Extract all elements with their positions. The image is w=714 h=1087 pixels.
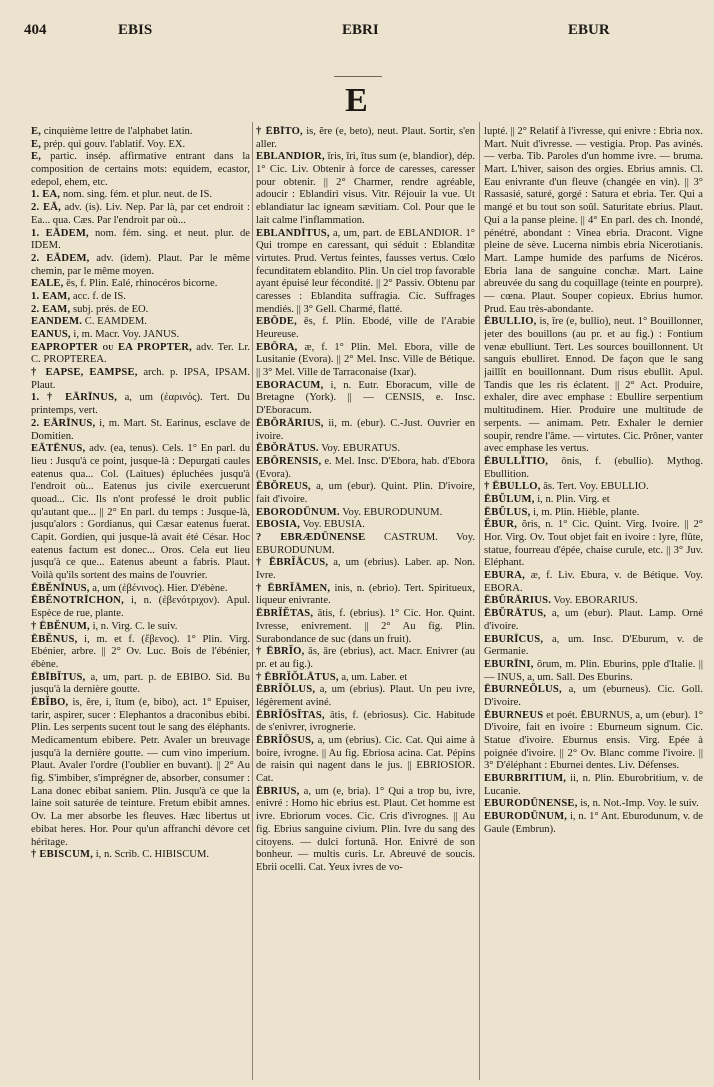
dictionary-entry [484, 773, 703, 798]
entry-definition: a, um (ἐβένινος). Hier. D'ébène. [92, 582, 228, 594]
entry-definition: ātis, f. (ebriosus). Cic. Habitude de s'enivrer, ivrognerie. [256, 709, 475, 734]
dictionary-entry [256, 342, 475, 380]
entry-headword: ĒBURNEUS [484, 709, 544, 721]
dictionary-entry [484, 456, 703, 481]
dictionary-entry [31, 418, 250, 443]
dictionary-entry [484, 316, 703, 456]
entry-definition: a, um. Insc. D'Eburum, v. de Germanie. [484, 633, 703, 658]
entry-headword: EBURĪCUS, [484, 633, 544, 645]
dictionary-entry [484, 634, 703, 659]
dictionary-entry [31, 151, 250, 189]
dictionary-entry [31, 367, 250, 392]
entry-definition: īris, īri, ītus sum (e, blandior), dép. 1° Cic. Liv. Obtenir à force de caresses, caresser pour obtenir. || 2° Charmer, rendre agréable, adoucir : Eblandiri visus. Vitr. Réjouir la vue. Ut eblandiatur lac igneam sævitiam. Col. Pour que le lait calme l'inflammation. [256, 151, 475, 226]
dictionary-entry [256, 316, 475, 341]
page-number: 404 [24, 22, 47, 38]
dictionary-entry [31, 126, 250, 139]
dictionary-entry [31, 304, 250, 317]
entry-definition: ēs, f. Plin. Ebodé, ville de l'Arabie Heureuse. [256, 316, 475, 340]
entry-definition: a, um, part. p. de EBIBO. Sid. Bu jusqu'à la dernière goutte. [31, 671, 250, 696]
entry-headword: ĒBURNEŎLUS, [484, 684, 562, 696]
entry-definition: adv. (ea, tenus). Cels. 1° En parl. du lieu : Jusqu'à ce point, jusque-là : Depurgati caules eatenus qua... Col. (Laitues) épluchées jusqu'à l'endroit où... Eatenus jus civile exercuerunt quoad... Cic. Ils n'ont professé le droit public qu'autant que... || 2° En parl. du temps : Jusque-là, jusqu'alors : Gordianus, qui Cæsar eatenus fuerat. Capit. Gordien, qui jusque-là avait été César. Hoc eatenus factum est donec... Oros. Cela eut lieu jusqu'à ce que... Eatenus abeunt a fabris. Plaut. Voilà qu'ils sortent des mains de l'ouvrier. [31, 443, 250, 582]
entry-definition: e. Mel. Insc. D'Ebora, hab. d'Ebora (Evora). [256, 455, 475, 480]
entry-headword: ĒBĔNOTRĪCHON, [31, 595, 124, 607]
dictionary-entry [256, 735, 475, 786]
entry-headword: EBURA, [484, 570, 525, 582]
entry-definition: ōnis, f. (ebullio). Mythog. Ebullition. [484, 455, 703, 480]
dictionary-entry [256, 443, 475, 456]
entry-definition: a, um (ebrius). Plaut. Un peu ivre, légèrement aviné. [256, 684, 475, 708]
dictionary-entry [256, 646, 475, 671]
entry-definition: i, m. Mart. St. Earinus, esclave de Domitien. [31, 417, 250, 442]
entry-headword: ĒBRĬĔTAS, [256, 608, 314, 620]
entry-headword: 1. EAM, [31, 290, 71, 302]
entry-headword: EBŌDE, [256, 316, 297, 328]
entry-headword: 1. EA, [31, 189, 61, 201]
entry-headword: EBOSIA, [256, 519, 301, 531]
entry-definition: arch. p. IPSA, IPSAM. Plaut. [31, 367, 250, 391]
entry-definition: lupté. || 2° Relatif à l'ivresse, qui enivre : Ebria nox. Mart. Nuit d'ivresse. — vestigia. Prop. Pas avinés. — verba. Tib. Paroles d'un homme ivre. — bruma. Mart. L'hiver, saison des orgies. Ebrius amnis. Cl. Eau enivrante d'un fleuve (changée en vin). || 3° Rassasié, saturé, gorgé : Satura et ebria. Ter. Qui a mangé et bu tout son soûl. Saturitate ebrius. Plaut. Qui a la panse pleine. || 4° En parl. des ch. Inondé, pénétré, abondant : Vinea ebria. Dracont. Vigne pleine de sève. Lucerna nimbis ebria Nicerotianis. Mart. Lampe humide des parfums de Nicéros. Ebria lana de sanguine conchæ. Mart. Laine abreuvée du sang du coquillage (teinte en pourpre). — cœna. Plaut. Souper copieux. Ebrius humor. Prud. Eau très-abondante. [484, 126, 703, 315]
entry-headword: EANDEM. [31, 316, 83, 328]
entry-definition: Voy. EBURATUS. [321, 443, 401, 455]
entry-headword: ĒBŬLUS, [484, 506, 531, 518]
entry-headword: † EBISCUM, [31, 849, 94, 861]
entry-definition: i, n. Virg. C. le suiv. [92, 620, 178, 632]
entry-headword: ĒBRĬŌSUS, [256, 735, 315, 746]
entry-definition: Voy. EBUSIA. [302, 519, 365, 531]
entry-definition: prép. qui gouv. l'ablatif. Voy. EX. [43, 138, 186, 150]
entry-definition: ii, m. (ebur). C.-Just. Ouvrier en ivoire. [256, 417, 475, 442]
dictionary-entry [256, 481, 475, 506]
entry-definition: ii, n. Plin. Eburobritium, v. de Lucanie. [484, 773, 703, 797]
entry-headword: 1. † EĀRĪNUS, [31, 392, 118, 404]
dictionary-entry [484, 519, 703, 570]
dictionary-entry [31, 291, 250, 304]
dictionary-entry [31, 329, 250, 342]
dictionary-entry [31, 342, 250, 367]
entry-headword: EALE, [31, 278, 64, 290]
entry-headword: EBORODŪNUM. [256, 506, 340, 518]
entry-definition: adv. (idem). Plaut. Par le même chemin, par le même moyen. [31, 252, 250, 277]
entry-headword: EBURODŪNUM, [484, 811, 568, 823]
entry-headword: ? EBRÆDŪNENSE [256, 532, 366, 543]
dictionary-entry [484, 570, 703, 595]
right-guide-word: EBUR [568, 22, 610, 38]
dictionary-entry [31, 443, 250, 583]
dictionary-entry [31, 253, 250, 278]
entry-definition: æ, f. Liv. Ebura, v. de Bétique. Voy. EBORA. [484, 570, 703, 594]
dictionary-entry [256, 608, 475, 646]
entry-definition: Voy. EBORARIUS. [553, 595, 638, 607]
entry-definition: i, m. Plin. Hièble, plante. [533, 506, 640, 518]
dictionary-entry [31, 634, 250, 672]
entry-headword: ĒBŬRĀRIUS. [484, 595, 552, 607]
column-2 [256, 126, 475, 1076]
entry-definition: i, n. (ἐβενότριχον). Apul. Espèce de rue, plante. [31, 595, 250, 620]
entry-headword: ĒBŎREUS, [256, 481, 311, 493]
entry-definition: a, um. Laber. et [341, 671, 408, 683]
dictionary-entry [484, 126, 703, 316]
dictionary-entry [256, 126, 475, 151]
entry-definition: partic. insép. affirmative entrant dans la composition de certains mots: equidem, ecastor, edepol, ehem, etc. [31, 151, 250, 188]
entry-headword: † ĒBĔNUM, [31, 620, 90, 632]
entry-headword: ĒBŎRĀRIUS, [256, 417, 324, 429]
entry-definition: i, m. et f. (ἔβενος). 1° Plin. Virg. Ebénier, arbre. || 2° Ov. Luc. Bois de l'ébénier, ébène. [31, 633, 250, 670]
entry-headword: 2. EĀDEM, [31, 252, 90, 264]
entry-headword: EBLANDIOR, [256, 151, 325, 163]
entry-headword: † ĒBRĬŎLĀTUS, [256, 671, 339, 683]
entry-definition: is, ĕre (e, beto), neut. Plaut. Sortir, s'en aller. [256, 126, 475, 150]
entry-definition: a, um, part. de EBLANDIOR. 1° Qui trompe en caressant, qui séduit : Eblanditæ virtutes. Prud. Vertus feintes, fausses vertus. Cœlo fecunditatem eblandito. Plin. Un ciel trop favorable ayant épuisé leur fécondité. || 2° Passiv. Obtenu par caresses : Eblandita suffragia. Cic. Suffrages mendiés. || 3° Gell. Charmé, flatté. [256, 227, 475, 315]
dictionary-entry [484, 710, 703, 773]
dictionary-entry [484, 798, 703, 811]
entry-headword: † EAPSE, EAMPSE, [31, 367, 138, 379]
dictionary-entry [256, 507, 475, 520]
entry-definition: ās, āre (ebrius), act. Macr. Enivrer (au pr. et au fig.). [256, 646, 475, 670]
entry-definition: ŏris, n. 1° Cic. Quint. Virg. Ivoire. || 2° Hor. Virg. Ov. Tout objet fait en ivoire : lyre, flûte, statue, fourreau d'épée, chaise curule, etc. || 3° Juv. Eléphant. [484, 519, 703, 569]
entry-headword: EAPROPTER ou EA PROPTER, [31, 341, 192, 353]
entry-headword: EBLANDĪTUS, [256, 227, 330, 239]
dictionary-entry [31, 392, 250, 417]
entry-definition: adv. Ter. Lr. C. PROPTEREA. [31, 341, 250, 366]
entry-headword: † ĒBRĬO, [256, 646, 305, 658]
entry-definition: subj. prés. de EO. [73, 303, 149, 315]
dictionary-entry [31, 228, 250, 253]
entry-definition: i, n. 1° Ant. Eburodunum, v. de Gaule (Embrun). [484, 811, 703, 835]
entry-headword: EANUS, [31, 329, 71, 340]
dictionary-entry [31, 697, 250, 849]
left-guide-word: EBIS [118, 22, 153, 38]
entry-headword: ĒBĬBO, [31, 696, 69, 708]
entry-headword: † ĒBRĬĀCUS, [256, 557, 329, 569]
entry-headword: ĒBRĬŎLUS, [256, 684, 316, 696]
entry-headword: EBURODŪNENSE, [484, 798, 578, 810]
entry-headword: ĒBULLĪTIO, [484, 455, 549, 467]
dictionary-entry [484, 684, 703, 709]
entry-headword: E, [31, 126, 42, 137]
dictionary-entry [484, 811, 703, 836]
dictionary-entry [484, 481, 703, 494]
column-1 [31, 126, 250, 1076]
entry-headword: ĒBŬLUM, [484, 493, 535, 505]
entry-headword: ĒBRIUS, [256, 785, 300, 797]
dictionary-entry [31, 583, 250, 596]
entry-definition: i, n. Plin. Virg. et [537, 493, 610, 505]
dictionary-entry [256, 786, 475, 875]
dictionary-entry [256, 672, 475, 685]
dictionary-entry [256, 532, 475, 557]
dictionary-entry [256, 583, 475, 608]
entry-definition: acc. f. de IS. [73, 290, 126, 302]
column-separator [252, 122, 253, 1080]
entry-headword: ĒBĪBĬTUS, [31, 671, 86, 683]
entry-headword: † ĒBĪTO, [256, 126, 303, 137]
entry-definition: adv. (is). Liv. Nep. Par là, par cet endroit : Ea... qua. Cæs. Par l'endroit par où... [31, 202, 250, 226]
entry-headword: ĒBŬRĀTUS, [484, 608, 547, 620]
entry-headword: ĒBRĬŌSĬTAS, [256, 709, 325, 721]
entry-definition: Voy. EBURODUNUM. [342, 506, 443, 518]
entry-headword: EBURBRITIUM, [484, 773, 567, 785]
dictionary-entry [256, 151, 475, 227]
dictionary-entry [484, 608, 703, 633]
entry-definition: nom. fém. sing. et neut. plur. de IDEM. [31, 227, 250, 252]
dictionary-entry [256, 228, 475, 317]
entry-headword: ĒBULLIO, [484, 316, 537, 328]
dictionary-entry [31, 672, 250, 697]
entry-definition: nom. sing. fém. et plur. neut. de IS. [62, 189, 213, 201]
entry-headword: 1. EĀDEM, [31, 227, 89, 239]
entry-headword: ĔBUR, [484, 519, 518, 531]
dictionary-entry [31, 139, 250, 152]
entry-headword: E, [31, 151, 42, 163]
entry-definition: ātis, f. (ebrius). 1° Cic. Hor. Quint. Ivresse, enivrement. || 2° Au fig. Plin. Surabondance de suc (dans un fruit). [256, 608, 475, 645]
entry-definition: a, um (ebur). Plaut. Lamp. Orné d'ivoire. [484, 608, 703, 632]
dictionary-entry [31, 595, 250, 620]
dictionary-entry [256, 684, 475, 709]
column-separator [479, 122, 480, 1080]
entry-definition: a, um (ebur). Quint. Plin. D'ivoire, fait d'ivoire. [256, 481, 475, 505]
entry-definition: cinquième lettre de l'alphabet latin. [43, 126, 193, 137]
dictionary-entry [484, 659, 703, 684]
dictionary-entry [31, 202, 250, 227]
entry-headword: ĒBĔNĪNUS, [31, 582, 90, 594]
entry-headword: EBORACUM, [256, 379, 324, 391]
dictionary-entry [31, 278, 250, 291]
dictionary-entry [31, 621, 250, 634]
dictionary-entry [484, 507, 703, 520]
entry-definition: i, n. Scrib. C. HIBISCUM. [95, 849, 210, 861]
entry-definition: CASTRUM. Voy. EBURODUNUM. [256, 532, 475, 556]
entry-definition: a, um (ebrius). Laber. ap. Non. Ivre. [256, 557, 475, 582]
entry-definition: i, n. Eutr. Eboracum, ville de Bretagne (York). || — CENSIS, e. Insc. D'Eboracum. [256, 379, 475, 417]
entry-headword: E, [31, 138, 42, 150]
entry-definition: ōrum, m. Plin. Eburins, pple d'Italie. || — INUS, a, um. Sall. Des Eburins. [484, 658, 703, 683]
entry-definition: C. EAMDEM. [84, 316, 147, 328]
column-3 [484, 126, 703, 1076]
entry-headword: EBŌRA, [256, 341, 298, 353]
entry-headword: 2. EĀRĪNUS, [31, 417, 96, 429]
running-header [0, 22, 714, 44]
entry-definition: et poét. ĒBURNUS, a, um (ebur). 1° D'ivoire, fait en ivoire : Eburneum signum. Cic. Statue d'ivoire. Eburnus ensis. Virg. Epée à poignée d'ivoire. || 2° Ov. Blanc comme l'ivoire. || 3° D'éléphant : Eburnei dentes. Liv. Défenses. [484, 709, 703, 772]
entry-headword: ĒBĔNUS, [31, 633, 78, 645]
dictionary-entry [256, 418, 475, 443]
dictionary-entry [31, 189, 250, 202]
entry-headword: † ĒBRĬĀMEN, [256, 582, 331, 594]
dictionary-entry [256, 519, 475, 532]
entry-definition: is, īre (e, bullio), neut. 1° Bouillonner, jeter des bouillons (au pr. et au fig.) : Fontium venæ ebulliunt. Tert. Les sources bouillonnent. Ut sanguis ebulliret. Ennod. De façon que le sang jaillît en bouillonnant. Dum risus ebullit. Apul. Tandis que les ris éclatent. || 2° Act. Produire, exhaler, dire avec emphase : Ebullire serpentium multitudinem. Hier. Produire une multitude de serpents. — animam. Petr. Exhaler le dernier soupir, rendre l'âme. — virtutes. Cic. Prôner, vanter avec emphase les vertus. [484, 316, 703, 455]
entry-definition: a, um (ebrius). Cic. Cat. Qui aime à boire, ivrogne. || Au fig. Ebriosa acina. Cat. Pépins de raisin qui nagent dans le jus. || EBRIOSIOR. Cat. [256, 735, 475, 785]
dictionary-entry [256, 456, 475, 481]
center-guide-word: EBRI [342, 22, 379, 38]
dictionary-entry [484, 494, 703, 507]
dictionary-entry [31, 316, 250, 329]
entry-definition: a, um (eburneus). Cic. Goll. D'ivoire. [484, 684, 703, 708]
entry-definition: i, m. Macr. Voy. JANUS. [73, 329, 180, 340]
entry-definition: ēs, f. Plin. Ealé, rhinocéros bicorne. [66, 278, 218, 290]
section-letter: E [345, 82, 369, 119]
dictionary-entry [256, 380, 475, 418]
entry-headword: EBŌRENSIS, [256, 455, 322, 467]
header-rule [334, 76, 382, 77]
dictionary-entry [256, 557, 475, 582]
dictionary-entry [31, 849, 250, 862]
entry-headword: 2. EĀ, [31, 202, 61, 214]
entry-definition: ās. Tert. Voy. EBULLIO. [543, 481, 649, 493]
entry-definition: is, n. Not.-Imp. Voy. le suiv. [580, 798, 699, 810]
dictionary-entry [256, 710, 475, 735]
entry-headword: † ĒBULLO, [484, 481, 541, 493]
entry-headword: EBURĪNI, [484, 658, 534, 670]
entry-definition: is, ĕre, i, ĭtum (e, bibo), act. 1° Epuiser, tarir, aspirer, sucer : Elephantos a draconibus ebibi. Plin. Les serpents sucent tout le sang des éléphants. Medicamentum ebibere. Petr. Avaler un breuvage jusqu'à la dernière goutte. — cum vino imperium. Plaut. Avaler l'ordre (l'oublier en buvant). || 2° Au fig. S'imbiber, s'imprégner de, absorber, consumer : Lana donec ebibat saniem. Plin. Jusqu'à ce que la laine soit saturée de teinture. Fretum ebibit amnes. Ov. La mer absorbe les fleuves. Hæc libertus ut ebibat heres. Hor. Pour qu'un affranchi dévore cet héritage. [31, 696, 250, 848]
entry-headword: EĀTĒNUS, [31, 443, 86, 455]
dictionary-entry [484, 595, 703, 608]
entry-definition: inis, n. (ebrio). Tert. Spiritueux, liqueur enivrante. [256, 582, 475, 607]
entry-headword: ĒBŎRĀTUS. [256, 443, 319, 455]
entry-headword: 2. EAM, [31, 303, 71, 315]
entry-definition: a, um (ἐαρινός). Tert. Du printemps, vert. [31, 392, 250, 417]
entry-definition: a, um (e, bria). 1° Qui a trop bu, ivre, enivré : Homo hic ebrius est. Plaut. Cet homme est ivre. Ebriorum voces. Cic. Cris d'ivrognes. || Au fig. Ebrius sanguine civium. Plin. Ivre du sang des citoyens. — dulci fortunā. Hor. Enivré de son bonheur. — multis curis. Lr. Abreuvé de soucis. Ebrii ocelli. Cat. Yeux ivres de vo- [256, 785, 475, 873]
entry-definition: æ, f. 1° Plin. Mel. Ebora, ville de Lusitanie (Evora). || 2° Mel. Insc. Ville de Bétique. || 3° Mel. Ville de Tarraconaise (Ixar). [256, 341, 475, 379]
